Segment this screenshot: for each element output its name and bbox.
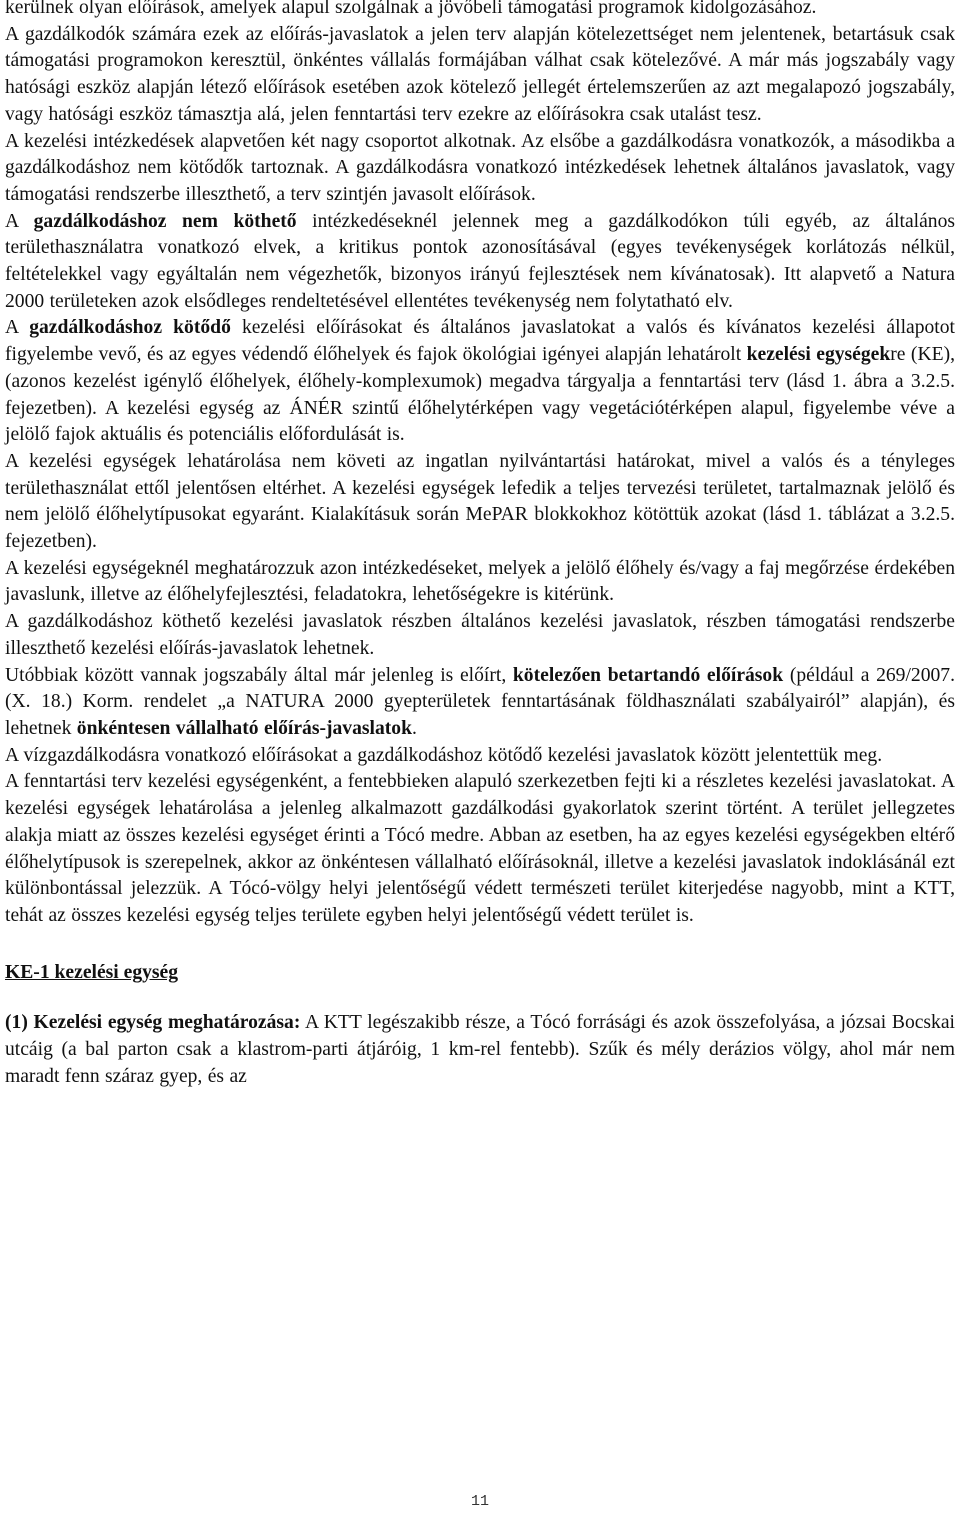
paragraph-proposals: A gazdálkodáshoz köthető kezelési javaslatok részben általános kezelési javaslatok, részben támogatási rendszerbe illeszthető kezelési előírás-javaslatok lehetnek. [5,611,955,659]
bold-term-non-farming: gazdálkodáshoz nem köthető [33,210,297,232]
text-run: intézkedéseknél jelennek meg a gazdálkodókon túli egyéb, az általános területhasználatra vonatkozó elvek, a kritikus pontok azonosításával (egyes tevékenységek korlátozás nélkül, feltételekkel vagy egyáltalán nem végezhetők, bizonyos irányú fejlesztések nem kívánatosak). Itt alapvető a Natura 2000 területeken azok elsődleges rendeltetésével ellentétes tevékenység nem folytatható elv. [5,210,956,312]
text-run: kezelési előírásokat és általános javaslatokat a valós és kívánatos kezelési állapotot figyelembe vevő, és az egyes védendő élőhelyek és fajok ökológiai igényei alapján lehatárolt [5,317,955,366]
bold-term-management-units: kezelési egységek [746,344,891,366]
bold-term-unit-definition: (1) Kezelési egység meghatározása: [5,1012,301,1034]
bold-term-voluntary: önkéntesen vállalható előírás-javaslatok [76,717,412,739]
paragraph-farming-related [5,315,955,449]
paragraph-obligations-part1: A gazdálkodók számára ezek az előírás-javaslatok a jelen terv alapján kötelezettséget nem jelentenek, betartásuk csak támogatási programokon keresztül, önkéntes vállalás formájában válhat csak kötelezővé. [5,23,955,72]
paragraph-mandatory-voluntary [5,663,955,743]
bold-term-farming-related: gazdálkodáshoz kötődő [29,317,231,339]
paragraph-continuation: kerülnek olyan előírások, amelyek alapul szolgálnak a jövőbeli támogatási programok kidolgozásához. [5,0,817,18]
paragraph-obligations [5,22,955,129]
spacer [5,930,955,938]
text-run: A [5,317,30,339]
text-run: A [5,210,34,232]
text-run: A KTT legészakibb része, a Tócó forrásági és azok összefolyása, a józsai Bocskai utcáig (a bal parton csak a klastrom-parti átjáróig, 1 km-rel fentebb). Szűk és mély derázios völgy, ahol már nem maradt fenn száraz gyep, és az [5,1012,955,1087]
bold-term-mandatory: kötelezően betartandó előírások [512,664,784,686]
section-heading: KE-1 kezelési egység [5,961,179,983]
paragraph-unit-definition [5,1010,955,1090]
paragraph-unit-measures: A kezelési egységeknél meghatározzuk azon intézkedéseket, melyek a jelölő élőhely és/vagy a faj megőrzése érdekében javaslunk, illetve az élőhelyfejlesztési, feladatokra, lehetőségekre is kitérünk. [5,557,955,606]
text-run: re (KE), (azonos kezelést igénylő élőhelyek, élőhely-komplexumok) megadva tárgyalja a fenntartási terv (lásd 1. ábra a 3.2.5. fejezetben). A kezelési egység az ÁNÉR szintű élőhelytérképen vagy vegetációtérképen alapul, figyelembe véve a jelölő fajok aktuális és potenciális előfordulását is. [5,344,955,446]
paragraph-obligations-part2: A már más jogszabály vagy hatósági eszköz alapján létező előírások esetében azok kötelező jellegét értelemszerűen az azt megalapozó jogszabály, vagy hatósági eszköz támasztja alá, jelen fenntartási terv ezekre az előírásokra csak utalást tesz. [5,50,955,125]
paragraph-water-management: A vízgazdálkodásra vonatkozó előírásokat a gazdálkodáshoz kötődő kezelési javaslatok között jelentettük meg. [5,744,883,766]
document-page [5,0,955,1090]
text-run: Utóbbiak között vannak jogszabály által már jelenleg is előírt, [5,664,513,686]
text-run: (például a 269/2007. (X. 18.) Korm. rendelet „a NATURA 2000 gyepterületek fenntartásának földhasználati szabályairól” alapján), és lehetnek [5,664,955,739]
page-number: 11 [470,1493,489,1510]
text-run: . [411,717,417,739]
paragraph-measure-groups: A kezelési intézkedések alapvetően két nagy csoportot alkotnak. Az elsőbe a gazdálkodásra vonatkozók, a másodikba a gazdálkodáshoz nem kötődők tartoznak. A gazdálkodásra vonatkozó intézkedések lehetnek általános javaslatok, vagy támogatási rendszerbe illeszthető, a terv szintjén javasolt előírások. [5,130,955,205]
paragraph-plan-structure: A fenntartási terv kezelési egységenként, a fentebbieken alapuló szerkezetben fejti ki a részletes kezelési javaslatokat. A kezelési egységek lehatárolása a jelenleg alkalmazott gazdálkodási gyakorlatok szerint történt. A terület jellegzetes alakja miatt az összes kezelési egységet érinti a Tócó medre. Abban az esetben, ha az egyes kezelési egységekben eltérő élőhelytípusok is szerepelnek, akkor az önkéntesen vállalható előírásoknál, illetve a kezelési javaslatok indoklásánál ezt különbontással jelezzük. A Tócó-völgy helyi jelentőségű védett természeti terület kiterjedése nagyobb, mint a KTT, tehát az összes kezelési egység teljes területe egyben helyi jelentőségű védett terület is. [5,771,955,926]
paragraph-unit-boundaries: A kezelési egységek lehatárolása nem követi az ingatlan nyilvántartási határokat, mivel a valós és a tényleges területhasználat ettől jelentősen eltérhet. A kezelési egységek lefedik a teljes tervezési területet, tartalmaznak jelölő és nem jelölő élőhelytípusokat egyaránt. Kialakításuk során MePAR blokkokhoz kötöttük azokat (lásd 1. táblázat a 3.2.5. fejezetben). [5,450,955,553]
paragraph-non-farming [5,209,955,316]
